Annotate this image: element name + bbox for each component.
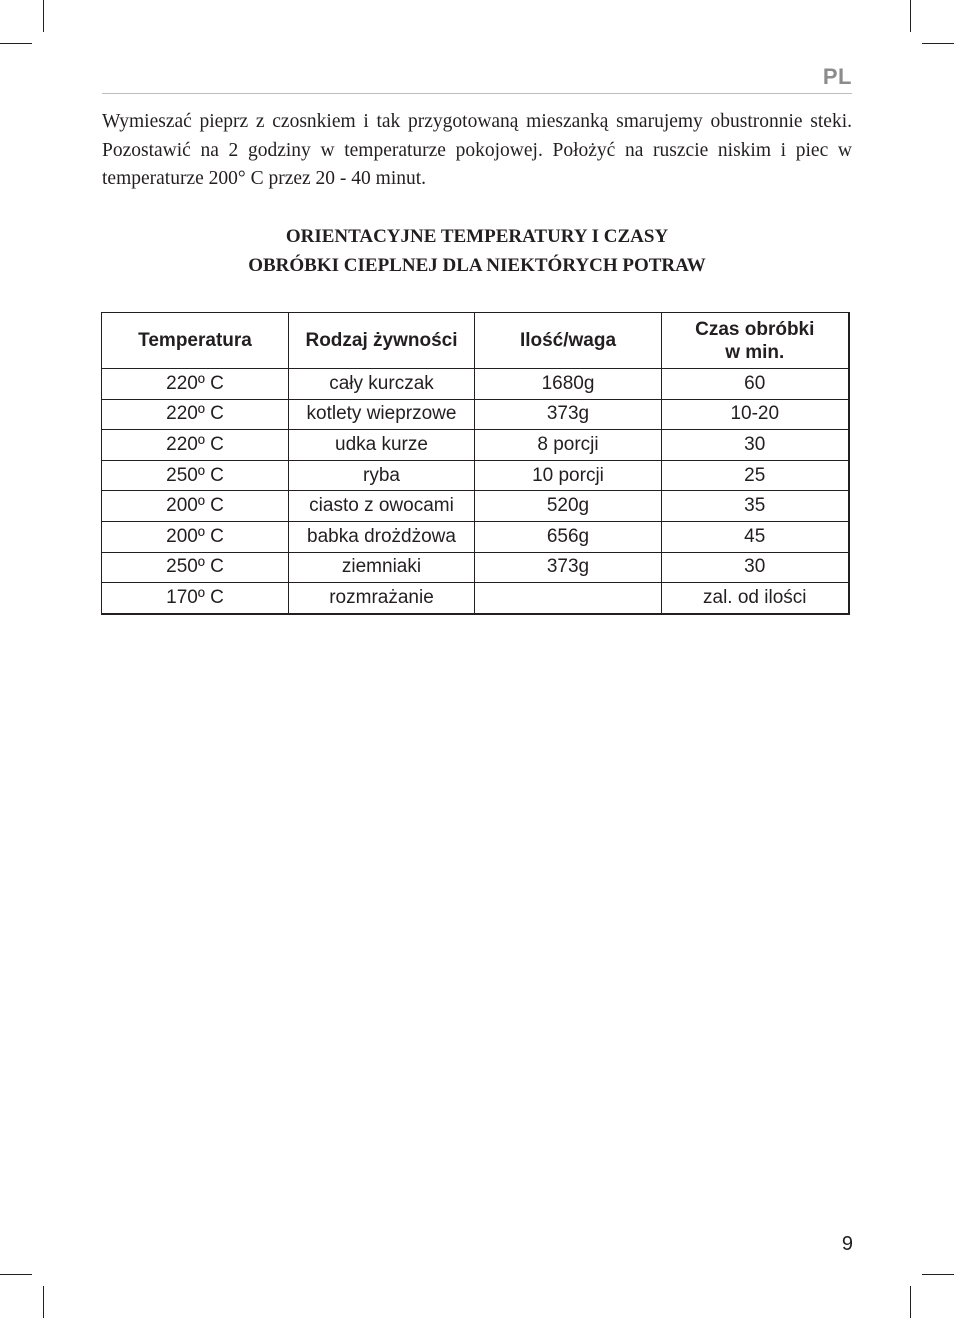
table-row — [102, 460, 849, 491]
cell-temperature: 200º C — [102, 491, 289, 522]
cell-time: 25 — [662, 460, 849, 491]
crop-mark — [0, 1274, 32, 1275]
cell-quantity — [475, 583, 662, 614]
cell-time: 60 — [662, 369, 849, 400]
crop-mark — [922, 43, 954, 44]
language-code: PL — [822, 64, 852, 89]
cell-temperature: 220º C — [102, 430, 289, 461]
crop-mark — [43, 1286, 44, 1318]
table-row — [102, 552, 849, 583]
table-row — [102, 583, 849, 614]
page-number: 9 — [841, 1233, 853, 1255]
crop-mark — [43, 0, 44, 32]
cell-quantity: 520g — [475, 491, 662, 522]
cell-food: babka drożdżowa — [289, 521, 475, 552]
cell-time: 30 — [662, 430, 849, 461]
cell-quantity: 1680g — [475, 369, 662, 400]
cell-temperature: 200º C — [102, 521, 289, 552]
header-time-line-1: Czas obróbki — [695, 318, 815, 340]
cell-time: 30 — [662, 552, 849, 583]
cell-quantity: 8 porcji — [475, 430, 662, 461]
cell-temperature: 220º C — [102, 399, 289, 430]
cell-food: ciasto z owocami — [289, 491, 475, 522]
header-time — [662, 313, 849, 369]
cell-food: cały kurczak — [289, 369, 475, 400]
header-quantity: Ilość/waga — [475, 313, 662, 369]
table-row — [102, 399, 849, 430]
cell-temperature: 250º C — [102, 460, 289, 491]
cell-food: ziemniaki — [289, 552, 475, 583]
cell-temperature: 250º C — [102, 552, 289, 583]
intro-paragraph: Wymieszać pieprz z czosnkiem i tak przygotowaną mieszanką smarujemy obustronnie steki. Pozostawić na 2 godziny w temperaturze pokojowej. Położyć na ruszcie niskim i piec w temperaturze 200° C przez 20 - 40 minut. — [102, 111, 852, 189]
cell-time: 10-20 — [662, 399, 849, 430]
cell-temperature: 170º C — [102, 583, 289, 614]
table-header-row — [102, 313, 849, 369]
cell-time: zal. od ilości — [662, 583, 849, 614]
cell-food: kotlety wieprzowe — [289, 399, 475, 430]
crop-mark — [0, 43, 32, 44]
cell-food: ryba — [289, 460, 475, 491]
table-title-line-2: OBRÓBKI CIEPLNEJ DLA NIEKTÓRYCH POTRAW — [248, 255, 706, 276]
table-title-line-1: ORIENTACYJNE TEMPERATURY I CZASY — [285, 226, 669, 247]
header-time-line-2: w min. — [725, 341, 785, 363]
table-row — [102, 491, 849, 522]
cell-quantity: 10 porcji — [475, 460, 662, 491]
table-title — [102, 222, 852, 280]
crop-mark — [922, 1274, 954, 1275]
cooking-table — [101, 312, 850, 615]
crop-mark — [910, 0, 911, 32]
table-row — [102, 430, 849, 461]
crop-mark — [910, 1286, 911, 1318]
cell-food: udka kurze — [289, 430, 475, 461]
cell-quantity: 373g — [475, 552, 662, 583]
cell-time: 45 — [662, 521, 849, 552]
cell-time: 35 — [662, 491, 849, 522]
cell-quantity: 373g — [475, 399, 662, 430]
table-row — [102, 521, 849, 552]
header-divider — [102, 93, 852, 94]
table-row — [102, 369, 849, 400]
cell-food: rozmrażanie — [289, 583, 475, 614]
header-food: Rodzaj żywności — [289, 313, 475, 369]
cell-temperature: 220º C — [102, 369, 289, 400]
cell-quantity: 656g — [475, 521, 662, 552]
header-temperature: Temperatura — [102, 313, 289, 369]
